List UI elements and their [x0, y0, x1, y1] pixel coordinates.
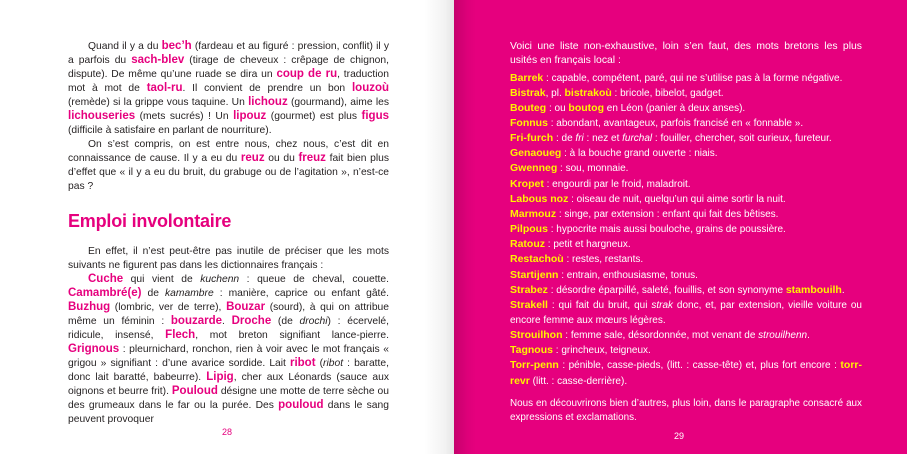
text-run: qui vient de: [123, 274, 201, 285]
italic-word: drochi: [299, 316, 328, 327]
text-run: (mets sucrés) ! Un: [135, 111, 234, 122]
italic-word: furchal: [622, 133, 653, 145]
glossary-entry: [510, 328, 862, 343]
glossary-entry: [510, 298, 862, 328]
breton-term: reuz: [240, 152, 265, 164]
italic-word: fri: [575, 133, 584, 145]
text-run: (fardeau et au figuré : pression, conflit) il y a parfois du: [68, 41, 389, 66]
text-run: : nez et: [583, 133, 623, 145]
text-run: : queue de cheval, couette.: [239, 274, 390, 285]
page-number: 28: [222, 427, 233, 437]
breton-term: Flech: [165, 329, 196, 341]
breton-term: louzoù: [351, 82, 390, 94]
glossary-entry: [510, 101, 862, 116]
text-run: ou du: [264, 153, 299, 164]
text-run: . Il convient de prendre un bon: [182, 83, 352, 94]
breton-term: Camambré(e): [68, 287, 142, 299]
text-run: , pl.: [545, 87, 565, 99]
text-run: : engourdi par le froid, maladroit.: [543, 178, 691, 190]
text-run: : désordre éparpillé, saleté, fouillis, et son synonyme: [547, 284, 786, 296]
text-run: : fouiller, chercher, soit curieux, fureteur.: [652, 133, 832, 145]
text-run: : restes, restants.: [563, 254, 644, 266]
breton-term: pouloud: [278, 399, 324, 411]
text-run: : oiseau de nuit, quelqu’un qui aime sortir la nuit.: [568, 193, 786, 205]
text-run: On s’est compris, on est entre nous, chez nous, c’est dit en connaissance de cause. Il y a eu du: [68, 139, 389, 164]
text-run: (lombric, ver de terre),: [110, 302, 227, 313]
breton-term: torr-revr: [510, 359, 862, 387]
text-run: : femme sale, désordonnée, mot venant de: [562, 330, 759, 342]
breton-term: Grignous: [68, 343, 120, 355]
page-fold-shadow: [424, 0, 454, 454]
text-run: .: [222, 316, 232, 327]
page-fold-shadow: [454, 0, 476, 454]
breton-term: Torr-penn: [510, 359, 559, 372]
text-run: : de: [553, 133, 576, 145]
glossary-entry: [510, 222, 862, 237]
text-run: Quand il y a du: [88, 41, 162, 52]
text-run: désigne une motte de terre sèche ou des grumeaux dans le far ou la purée. Des: [68, 386, 389, 411]
paragraph: [68, 40, 389, 138]
text-run: : sou, monnaie.: [557, 163, 629, 175]
text-run: .: [807, 330, 810, 342]
text-run: (remède) si la grippe vous taquine. Un: [68, 97, 249, 108]
text-run: : baratte, donc lait baratté, babeurre).: [68, 358, 389, 383]
text-run: (gourmet) est plus: [266, 111, 362, 122]
breton-term: bouzarde: [170, 315, 223, 327]
glossary-entry: [510, 192, 862, 207]
text-run: , mot breton signifiant lance-pierre.: [195, 330, 389, 341]
breton-term: Restachoù: [510, 253, 564, 266]
glossary-entry: [510, 358, 862, 388]
text-run: : pénible, casse-pieds, (litt. : casse-tête) et, plus fort encore :: [558, 360, 841, 372]
breton-term: Strakell: [510, 298, 548, 311]
glossary-entry: [510, 86, 862, 101]
right-text-column: [510, 40, 862, 425]
breton-term: Kropet: [510, 177, 544, 190]
text-run: de: [141, 288, 166, 299]
text-run: : singe, par extension : enfant qui fait des bêtises.: [556, 208, 779, 220]
right-page: [454, 0, 907, 454]
breton-term: bec’h: [161, 40, 192, 52]
breton-term: Labous noz: [510, 192, 569, 205]
glossary-entry: [510, 343, 862, 358]
breton-term: freuz: [298, 152, 326, 164]
breton-term: sach-blev: [131, 54, 185, 66]
paragraph: [68, 273, 389, 427]
text-run: : entrain, enthousiasme, tonus.: [558, 269, 698, 281]
text-run: , cher aux Léonards (sauce aux oignons et beurre frit).: [68, 372, 389, 397]
text-run: fait bien plus d’effet que « il y a eu du bruit, du grabuge ou de l’agitation », n’est-ce pas ?: [68, 153, 389, 192]
paragraph: [68, 138, 389, 194]
breton-term: Bistrak: [510, 86, 546, 99]
glossary-entry: [510, 131, 862, 146]
closing-paragraph: Nous en découvrirons bien d’autres, plus loin, dans le paragraphe consacré aux expressions et exclamations.: [510, 398, 862, 424]
text-run: : à la bouche grand ouverte : niais.: [561, 148, 718, 160]
glossary-entry: [510, 283, 862, 298]
text-run: : capable, compétent, paré, qui ne s’utilise pas à la forme négative.: [543, 72, 843, 84]
text-run: ) : écervelé, ridicule, insensé,: [68, 316, 390, 341]
glossary-list: [510, 71, 862, 389]
glossary-entry: [510, 116, 862, 131]
text-run: (sourd), à qui on attribue même un féminin :: [68, 302, 389, 327]
section-heading: Emploi involontaire: [68, 211, 232, 231]
breton-term: Genaoueg: [510, 147, 562, 160]
breton-term: Ratouz: [510, 238, 545, 251]
breton-term: Droche: [231, 315, 272, 327]
text-run: : ou: [546, 102, 569, 114]
italic-word: strak: [651, 299, 674, 311]
italic-word: kamambre: [165, 288, 214, 299]
breton-term: Cuche: [88, 273, 124, 285]
text-run: (de: [271, 316, 300, 327]
text-run: .: [841, 284, 845, 296]
glossary-entry: [510, 177, 862, 192]
breton-term: Fri-furch: [510, 132, 554, 145]
text-run: : qui fait du bruit, qui: [547, 299, 652, 311]
text-run: : abondant, avantageux, parfois francisé en « fonnable ».: [547, 117, 804, 129]
glossary-entry: [510, 237, 862, 252]
glossary-entry: [510, 71, 862, 86]
breton-term: lichouz: [248, 96, 288, 108]
breton-term: Barrek: [510, 71, 544, 84]
text-run: (gourmand), aime les: [287, 97, 389, 108]
text-run: En effet, il n’est peut-être pas inutile de préciser que les mots suivants ne figurent pas dans les dictionnaires français :: [68, 246, 389, 271]
page-number: 29: [674, 431, 685, 441]
breton-term: taol-ru: [146, 82, 183, 94]
breton-term: figus: [361, 110, 390, 122]
text-run: : bricole, bibelot, gadget.: [611, 87, 724, 99]
italic-word: ribot: [323, 358, 344, 369]
glossary-entry: [510, 268, 862, 283]
breton-term: Startijenn: [510, 268, 559, 281]
breton-term: lichouseries: [68, 110, 136, 122]
text-run: , traduction mot à mot de: [68, 69, 390, 94]
glossary-entry: [510, 146, 862, 161]
glossary-entry: [510, 252, 862, 267]
glossary-entry: [510, 161, 862, 176]
breton-term: Tagnous: [510, 344, 553, 357]
breton-term: Pouloud: [171, 385, 218, 397]
breton-term: Fonnus: [510, 116, 548, 129]
breton-term: Gwenneg: [510, 162, 558, 175]
text-run: : petit et hargneux.: [545, 239, 631, 251]
breton-term: Marmouz: [510, 207, 557, 220]
breton-term: Buzhug: [68, 301, 111, 313]
breton-term: Bouzar: [226, 301, 266, 313]
breton-term: coup de ru: [276, 68, 338, 80]
breton-term: Lipig: [206, 371, 234, 383]
intro-paragraph: Voici une liste non-exhaustive, loin s’en faut, des mots bretons les plus usités en français local :: [510, 41, 862, 66]
text-run: : grincheux, teigneux.: [552, 345, 651, 357]
text-run: (: [315, 358, 324, 369]
breton-term: ribot: [289, 357, 316, 369]
text-run: (tirage de cheveux : crêpage de chignon, dispute). De même qu’une ruade se dira un: [68, 55, 389, 80]
breton-term: Strouilhon: [510, 329, 563, 342]
breton-term: lipouz: [233, 110, 267, 122]
text-run: en Léon (panier à deux anses).: [604, 102, 746, 114]
breton-term: Pilpous: [510, 223, 548, 236]
breton-term: Bouteg: [510, 101, 547, 114]
breton-term: stambouilh: [785, 283, 842, 296]
italic-word: strouilhenn: [758, 330, 808, 342]
text-run: dans le sang peuvent provoquer: [68, 400, 389, 425]
breton-term: Strabez: [510, 283, 548, 296]
breton-term: bistrakoù: [564, 86, 612, 99]
breton-term: boutog: [568, 101, 604, 114]
text-run: : manière, caprice ou enfant gâté.: [213, 288, 389, 299]
text-run: (litt. : casse-derrière).: [529, 375, 628, 387]
text-run: donc, et, par extension, vieille voiture ou encore femme aux mœurs légères.: [510, 299, 862, 326]
glossary-entry: [510, 207, 862, 222]
text-run: : hypocrite mais aussi bouloche, grains de poussière.: [547, 224, 786, 236]
italic-word: kuchenn: [200, 274, 240, 285]
left-text-column: [68, 40, 389, 427]
paragraph: [68, 245, 389, 273]
text-run: (difficile à satisfaire en parlant de nourriture).: [68, 125, 272, 136]
text-run: : pleurnichard, ronchon, rien à voir avec le mot français « grigou » signifiant : d’une avarice sordide. Lait: [68, 344, 389, 369]
